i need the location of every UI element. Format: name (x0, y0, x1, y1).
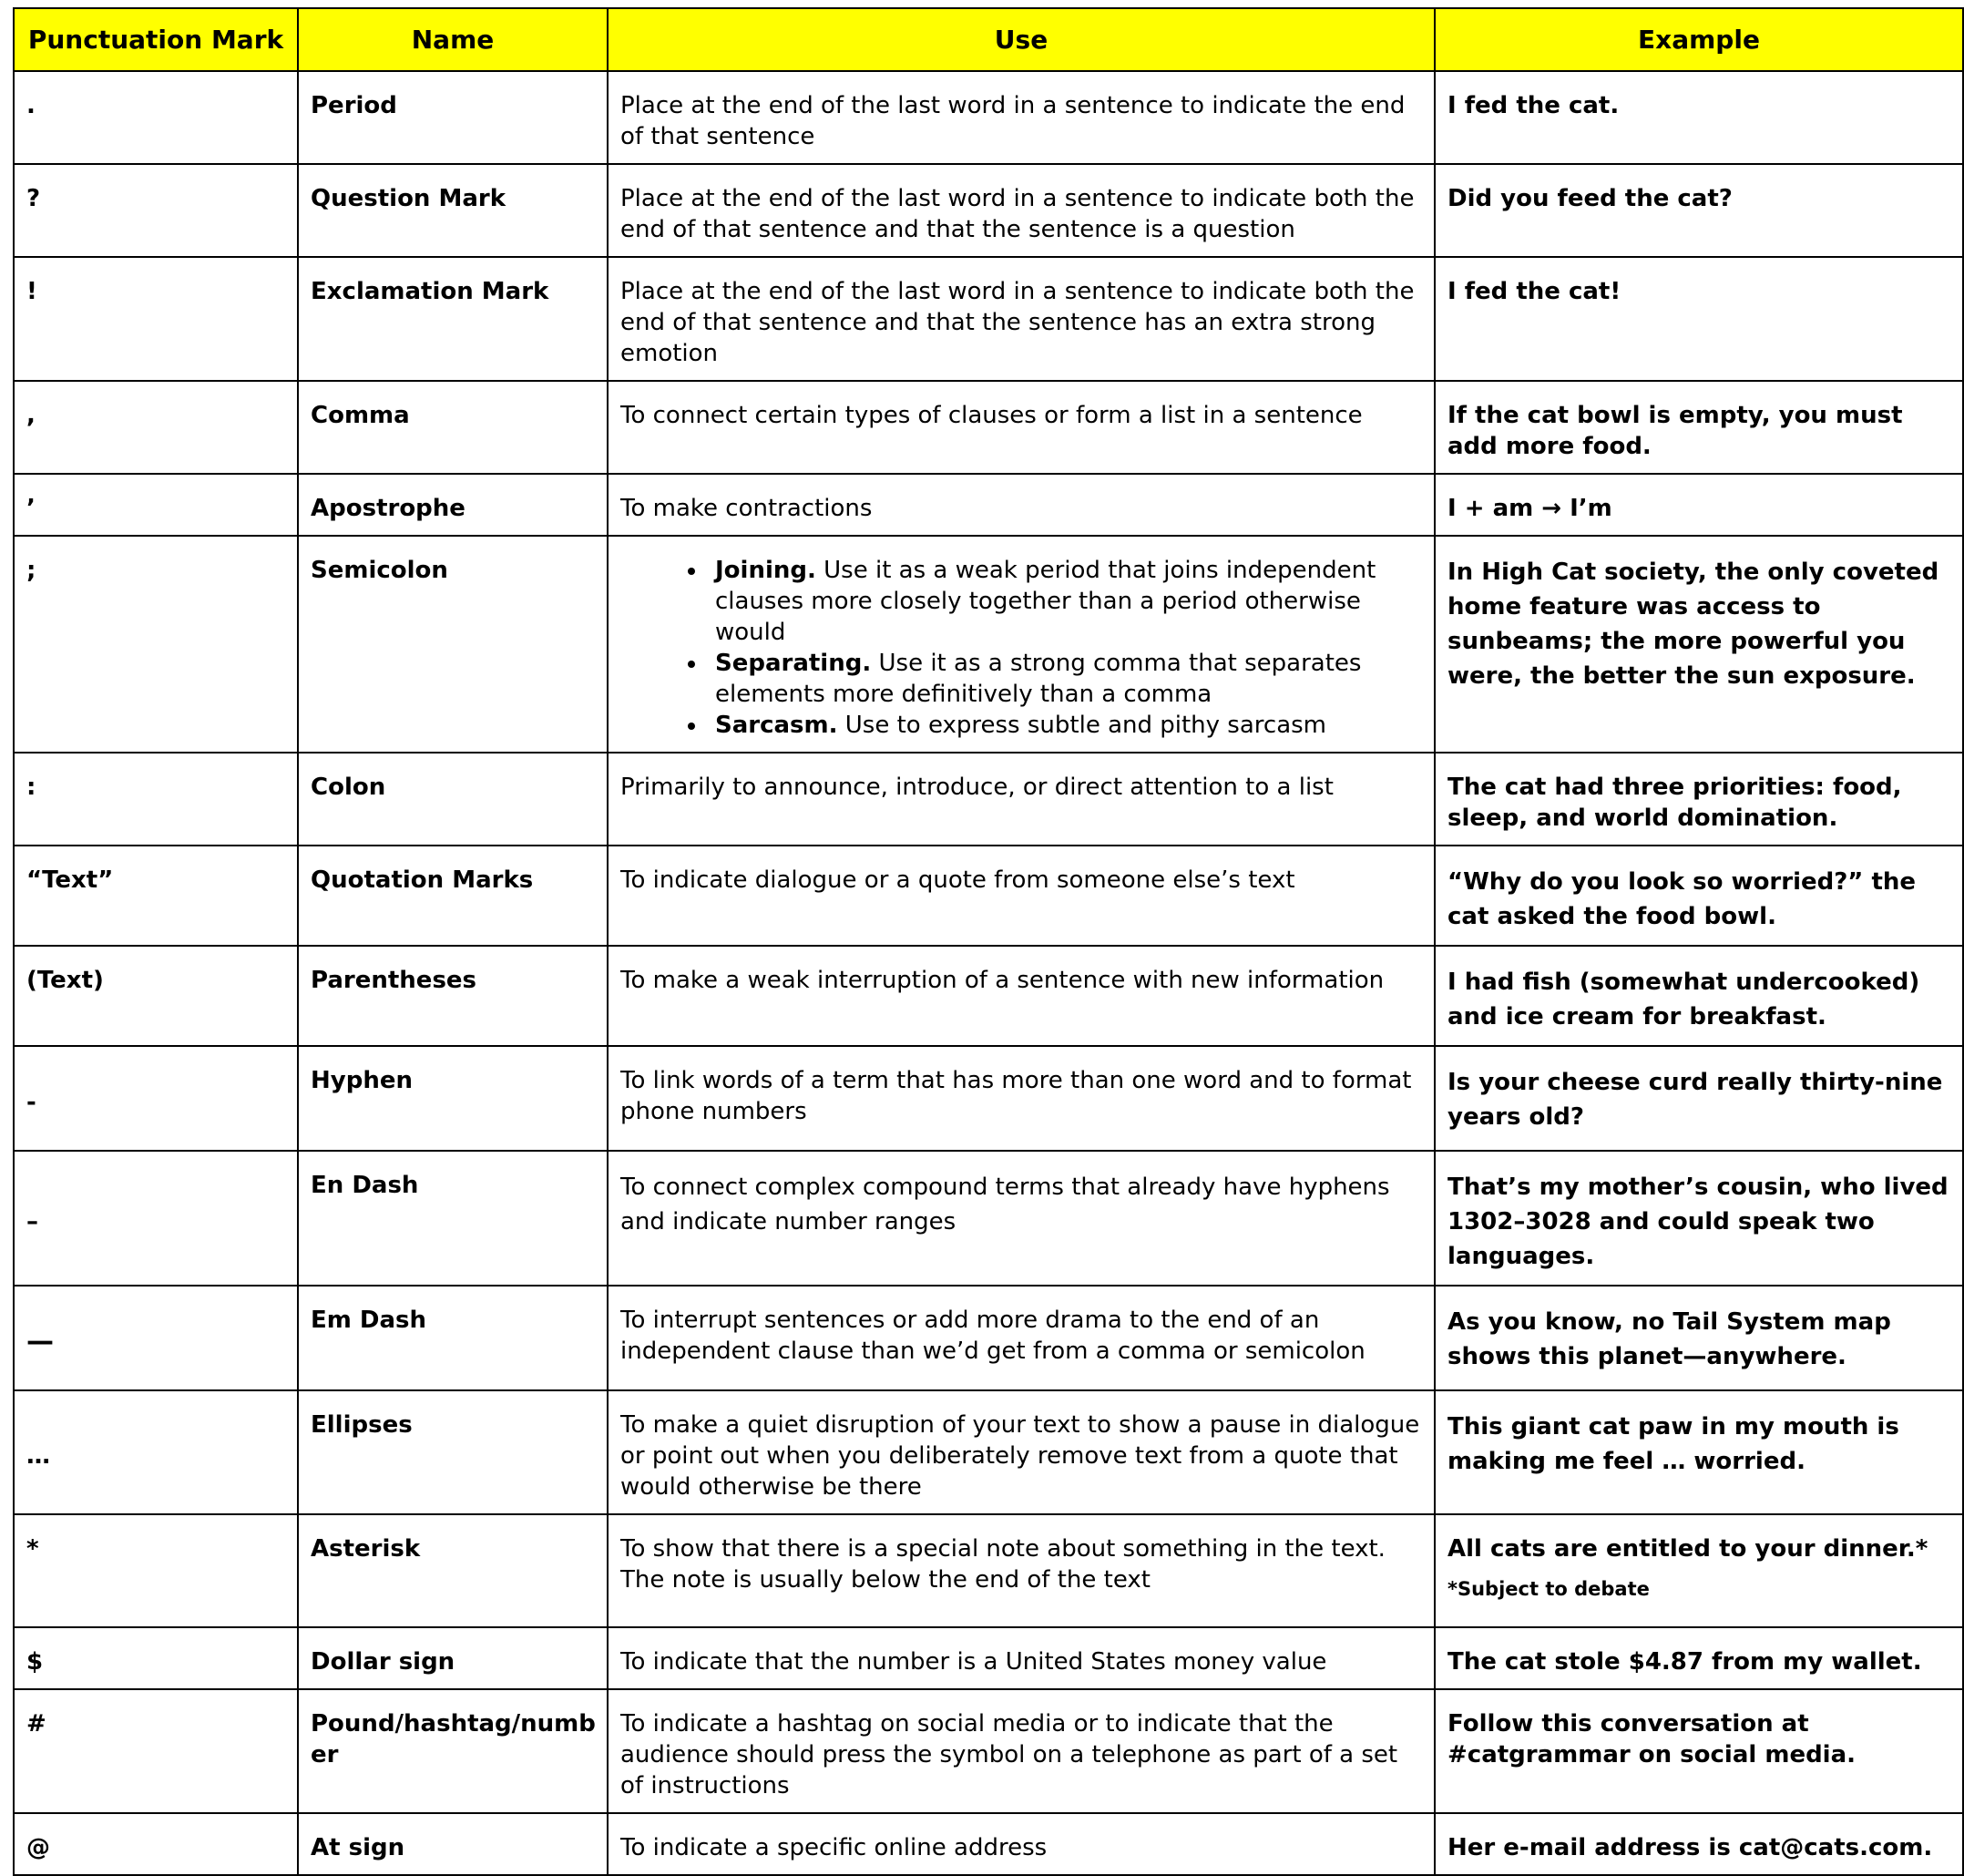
list-item-text: Use to express subtle and pithy sarcasm (844, 712, 1327, 739)
name-cell: Dollar sign (298, 1627, 608, 1689)
use-cell: To connect complex compound terms that already have hyphens and indicate number ranges (608, 1151, 1435, 1286)
use-cell: To make contractions (608, 474, 1435, 536)
mark-cell: * (14, 1514, 298, 1627)
list-item (708, 648, 1423, 710)
example-cell: I + am → I’m (1435, 474, 1963, 536)
table-row (14, 1151, 1963, 1286)
example-cell: The cat stole $4.87 from my wallet. (1435, 1627, 1963, 1689)
use-cell: To connect certain types of clauses or form a list in a sentence (608, 381, 1435, 474)
table-row (14, 1813, 1963, 1875)
mark-cell: @ (14, 1813, 298, 1875)
use-cell: To indicate that the number is a United States money value (608, 1627, 1435, 1689)
use-cell: Place at the end of the last word in a sentence to indicate both the end of that sentence and that the sentence is a question (608, 164, 1435, 257)
header-name: Name (298, 8, 608, 71)
use-cell: Place at the end of the last word in a sentence to indicate the end of that sentence (608, 71, 1435, 164)
name-cell: Pound/hashtag/number (298, 1689, 608, 1813)
list-item-text: Use it as a weak period that joins independent clauses more closely together than a period otherwise would (715, 557, 1376, 646)
name-cell: Period (298, 71, 608, 164)
name-cell: Hyphen (298, 1046, 608, 1151)
mark-cell: : (14, 753, 298, 846)
semicolon-use-list (620, 555, 1423, 741)
use-cell: To indicate a specific online address (608, 1813, 1435, 1875)
example-cell: Her e-mail address is cat@cats.com. (1435, 1813, 1963, 1875)
example-cell: That’s my mother’s cousin, who lived 1302–3028 and could speak two languages. (1435, 1151, 1963, 1286)
punctuation-table-container (13, 7, 1962, 1876)
list-item (708, 555, 1423, 648)
table-row (14, 1689, 1963, 1813)
example-cell: Follow this conversation at #catgrammar on social media. (1435, 1689, 1963, 1813)
example-cell: I had fish (somewhat undercooked) and ice cream for breakfast. (1435, 946, 1963, 1046)
name-cell: En Dash (298, 1151, 608, 1286)
table-row (14, 1286, 1963, 1390)
example-cell: In High Cat society, the only coveted home feature was access to sunbeams; the more powerful you were, the better the sun exposure. (1435, 536, 1963, 753)
use-cell (608, 536, 1435, 753)
table-row (14, 846, 1963, 946)
table-row (14, 381, 1963, 474)
example-cell: Is your cheese curd really thirty-nine years old? (1435, 1046, 1963, 1151)
mark-cell: - (14, 1046, 298, 1151)
mark-cell: ’ (14, 474, 298, 536)
mark-cell: $ (14, 1627, 298, 1689)
example-cell: If the cat bowl is empty, you must add more food. (1435, 381, 1963, 474)
example-cell: Did you feed the cat? (1435, 164, 1963, 257)
use-cell: Primarily to announce, introduce, or direct attention to a list (608, 753, 1435, 846)
name-cell: Question Mark (298, 164, 608, 257)
name-cell: Quotation Marks (298, 846, 608, 946)
example-text: All cats are entitled to your dinner.* (1447, 1535, 1928, 1563)
use-cell: To indicate a hashtag on social media or to indicate that the audience should press the symbol on a telephone as part of a set of instructions (608, 1689, 1435, 1813)
list-item-term: Joining. (715, 557, 816, 584)
list-item-term: Separating. (715, 650, 872, 677)
table-row (14, 71, 1963, 164)
use-cell: To link words of a term that has more than one word and to format phone numbers (608, 1046, 1435, 1151)
table-row (14, 1514, 1963, 1627)
example-cell: “Why do you look so worried?” the cat asked the food bowl. (1435, 846, 1963, 946)
name-cell: Ellipses (298, 1390, 608, 1514)
name-cell: Em Dash (298, 1286, 608, 1390)
table-row (14, 946, 1963, 1046)
mark-cell: – (14, 1151, 298, 1286)
use-cell: Place at the end of the last word in a sentence to indicate both the end of that sentence and that the sentence has an extra strong emotion (608, 257, 1435, 381)
mark-cell: # (14, 1689, 298, 1813)
example-cell: This giant cat paw in my mouth is making me feel … worried. (1435, 1390, 1963, 1514)
list-item-text: Use it as a strong comma that separates elements more definitively than a comma (715, 650, 1362, 708)
use-cell: To make a quiet disruption of your text to show a pause in dialogue or point out when you deliberately remove text from a quote that would otherwise be there (608, 1390, 1435, 1514)
table-row (14, 1046, 1963, 1151)
name-cell: Parentheses (298, 946, 608, 1046)
name-cell: Asterisk (298, 1514, 608, 1627)
example-cell: As you know, no Tail System map shows this planet—anywhere. (1435, 1286, 1963, 1390)
table-row (14, 536, 1963, 753)
table-row (14, 1627, 1963, 1689)
header-mark: Punctuation Mark (14, 8, 298, 71)
name-cell: Semicolon (298, 536, 608, 753)
mark-cell: … (14, 1390, 298, 1514)
punctuation-table (13, 7, 1964, 1876)
mark-cell: . (14, 71, 298, 164)
use-cell: To show that there is a special note about something in the text. The note is usually below the end of the text (608, 1514, 1435, 1627)
mark-cell: , (14, 381, 298, 474)
table-row (14, 1390, 1963, 1514)
name-cell: Exclamation Mark (298, 257, 608, 381)
name-cell: Colon (298, 753, 608, 846)
example-cell: I fed the cat. (1435, 71, 1963, 164)
table-row (14, 164, 1963, 257)
footnote-text: *Subject to debate (1447, 1578, 1650, 1600)
use-cell: To interrupt sentences or add more drama to the end of an independent clause than we’d get from a comma or semicolon (608, 1286, 1435, 1390)
list-item (708, 710, 1423, 741)
header-row (14, 8, 1963, 71)
example-cell: The cat had three priorities: food, sleep, and world domination. (1435, 753, 1963, 846)
mark-cell: ? (14, 164, 298, 257)
mark-cell: ; (14, 536, 298, 753)
use-cell: To indicate dialogue or a quote from someone else’s text (608, 846, 1435, 946)
name-cell: At sign (298, 1813, 608, 1875)
use-cell: To make a weak interruption of a sentence with new information (608, 946, 1435, 1046)
header-example: Example (1435, 8, 1963, 71)
table-row (14, 753, 1963, 846)
example-cell (1435, 1514, 1963, 1627)
table-row (14, 257, 1963, 381)
mark-cell: (Text) (14, 946, 298, 1046)
mark-cell: ! (14, 257, 298, 381)
header-use: Use (608, 8, 1435, 71)
name-cell: Apostrophe (298, 474, 608, 536)
name-cell: Comma (298, 381, 608, 474)
table-row (14, 474, 1963, 536)
mark-cell: — (14, 1286, 298, 1390)
list-item-term: Sarcasm. (715, 712, 838, 739)
example-cell: I fed the cat! (1435, 257, 1963, 381)
mark-cell: “Text” (14, 846, 298, 946)
